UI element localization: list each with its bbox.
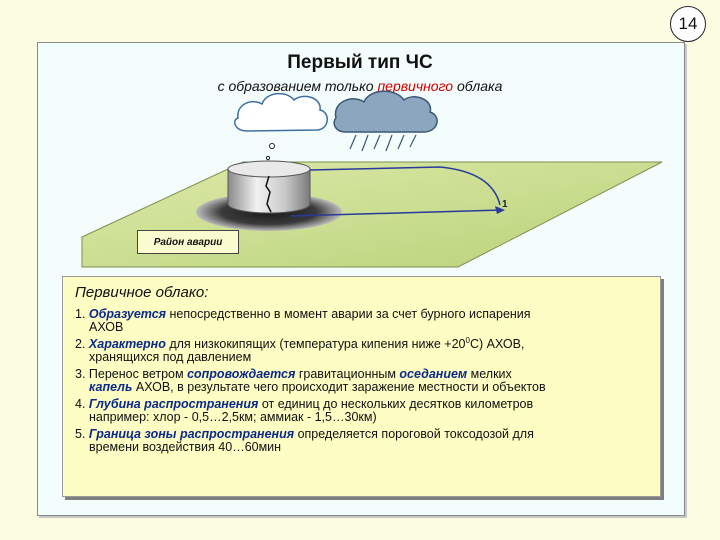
item-text: мелких <box>467 367 512 381</box>
info-heading <box>75 284 208 301</box>
item-text: от единиц до нескольких десятков километров <box>258 397 534 411</box>
item-text: АХОВ, в результате чего происходит заражение местности и объектов <box>132 380 546 394</box>
page-number-badge: 14 <box>670 6 706 42</box>
vapor-bubble <box>270 144 275 149</box>
subtitle-accent: первичного <box>377 78 454 94</box>
item-text-tail: С) АХОВ, <box>469 337 525 351</box>
accident-zone-label: Район аварии <box>137 230 239 254</box>
item-number: 5. <box>75 427 86 441</box>
item-number: 2. <box>75 337 86 351</box>
item-text-continued: хранящихся под давлением <box>89 350 252 364</box>
item-keyword: капель <box>89 380 133 394</box>
list-item <box>75 368 655 394</box>
item-text: гравитационным <box>295 367 400 381</box>
subtitle-after: облака <box>453 78 503 94</box>
list-item <box>75 398 655 424</box>
item-keyword: Образуется <box>88 307 167 321</box>
list-item <box>75 335 655 364</box>
list-item <box>75 308 655 334</box>
item-number: 4. <box>75 397 86 411</box>
item-text-continued <box>75 381 655 394</box>
vapor-bubble <box>266 156 269 159</box>
primary-cloud-info-box <box>62 276 661 497</box>
item-text: для низкокипящих (температура кипения ниже +20 <box>165 337 466 351</box>
rain-cloud-icon <box>334 91 437 151</box>
item-text-continued: например: хлор - 0,5…2,5км; аммиак - 1,5…30км) <box>89 410 377 424</box>
item-keyword: сопровождается <box>187 367 296 381</box>
distance-marker-label: 1 <box>502 199 508 210</box>
item-number: 3. <box>75 367 86 381</box>
info-heading-text: Первичное облако <box>75 284 205 301</box>
info-list <box>75 308 655 458</box>
item-text: непосредственно в момент аварии за счет бурного испарения <box>166 307 531 321</box>
tank-icon <box>228 161 310 213</box>
item-number: 1. <box>75 307 86 321</box>
item-keyword: Глубина распространения <box>88 397 259 411</box>
slide-title: Первый тип ЧС <box>287 52 433 73</box>
info-heading-colon: : <box>204 284 209 301</box>
item-text: определяется пороговой токсодозой для <box>294 427 534 441</box>
item-text: Перенос ветром <box>85 367 188 381</box>
item-keyword: Характерно <box>88 337 166 351</box>
item-text-continued: АХОВ <box>89 320 124 334</box>
item-keyword: Граница зоны распространения <box>88 427 295 441</box>
list-item <box>75 428 655 454</box>
item-keyword: оседанием <box>399 367 468 381</box>
item-text-continued: времени воздействия 40…60мин <box>89 440 282 454</box>
item-superscript: 0 <box>465 335 470 345</box>
cloud-icon <box>235 94 328 131</box>
subtitle-before: с образованием только <box>217 78 378 94</box>
